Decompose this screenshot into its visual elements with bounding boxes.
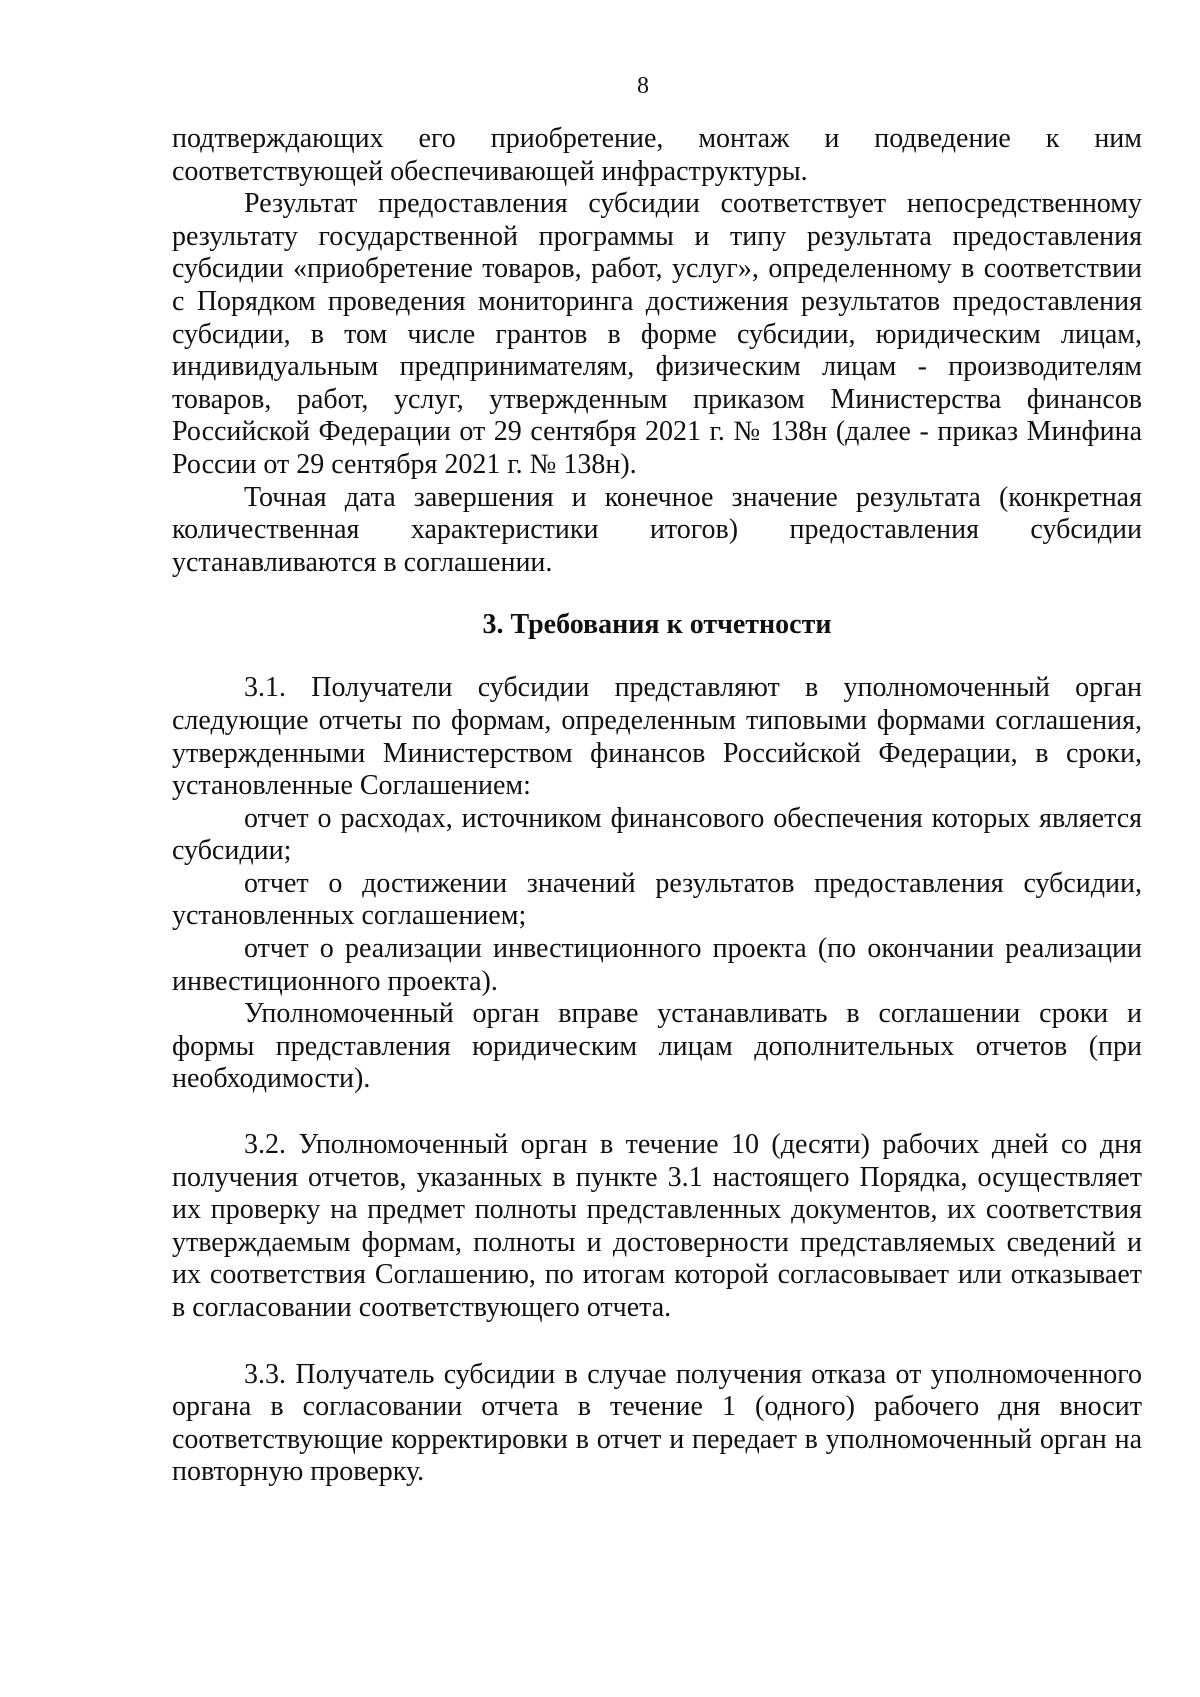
- paragraph-result-date: Точная дата завершения и конечное значение результата (конкретная количественная характеристики итогов) предоставления субсидии устанавливаются в соглашении.: [172, 481, 1142, 578]
- paragraph-gap: [172, 1096, 1142, 1129]
- paragraph-3-1-report-project: отчет о реализации инвестиционного проекта (по окончании реализации инвестиционного проекта).: [172, 933, 1142, 997]
- paragraph-3-1-report-expenses: отчет о расходах, источником финансового обеспечения которых является субсидии;: [172, 802, 1142, 867]
- paragraph-continuation: подтверждающих его приобретение, монтаж и подведение к ним соответствующей обеспечивающей инфраструктуры.: [172, 123, 1142, 187]
- paragraph-result: Результат предоставления субсидии соответствует непосредственному результату государственной программы и типу результата предоставления субсидии «приобретение товаров, работ, услуг», определенному в соответствии с Порядком проведения мониторинга достижения результатов предоставления субсидии, в том числе грантов в форме субсидии, юридическим лицам, индивидуальным предпринимателям, физическим лицам - производителям товаров, работ, услуг, утвержденным приказом Министерства финансов Российской Федерации от 29 сентября 2021 г. № 138н (далее - приказ Минфина России от 29 сентября 2021 г. № 138н).: [172, 188, 1142, 480]
- paragraph-3-3: 3.3. Получатель субсидии в случае получения отказа от уполномоченного органа в согласовании отчета в течение 1 (одного) рабочего дня вносит соответствующие корректировки в отчет и передает в уполномоченный орган на повторную проверку.: [172, 1358, 1142, 1488]
- section-title: 3. Требования к отчетности: [482, 609, 832, 641]
- page-number: 8: [637, 73, 649, 99]
- paragraph-3-2: 3.2. Уполномоченный орган в течение 10 (десяти) рабочих дней со дня получения отчетов, указанных в пункте 3.1 настоящего Порядка, осуществляет их проверку на предмет полноты представленных документов, их соответствия утверждаемым формам, полноты и достоверности представляемых сведений и их соответствия Соглашению, по итогам которой согласовывает или отказывает в согласовании соответствующего отчета.: [172, 1129, 1142, 1323]
- paragraph-3-1: 3.1. Получатели субсидии представляют в уполномоченный орган следующие отчеты по формам, определенным типовыми формами соглашения, утвержденными Министерством финансов Российской Федерации, в сроки, установленные Соглашением:: [172, 672, 1142, 802]
- paragraph-3-1-additional: Уполномоченный орган вправе устанавливать в соглашении сроки и формы представления юридическим лицам дополнительных отчетов (при необходимости).: [172, 998, 1142, 1095]
- paragraph-3-1-report-results: отчет о достижении значений результатов предоставления субсидии, установленных соглашением;: [172, 867, 1142, 932]
- paragraph-gap: [172, 1325, 1142, 1359]
